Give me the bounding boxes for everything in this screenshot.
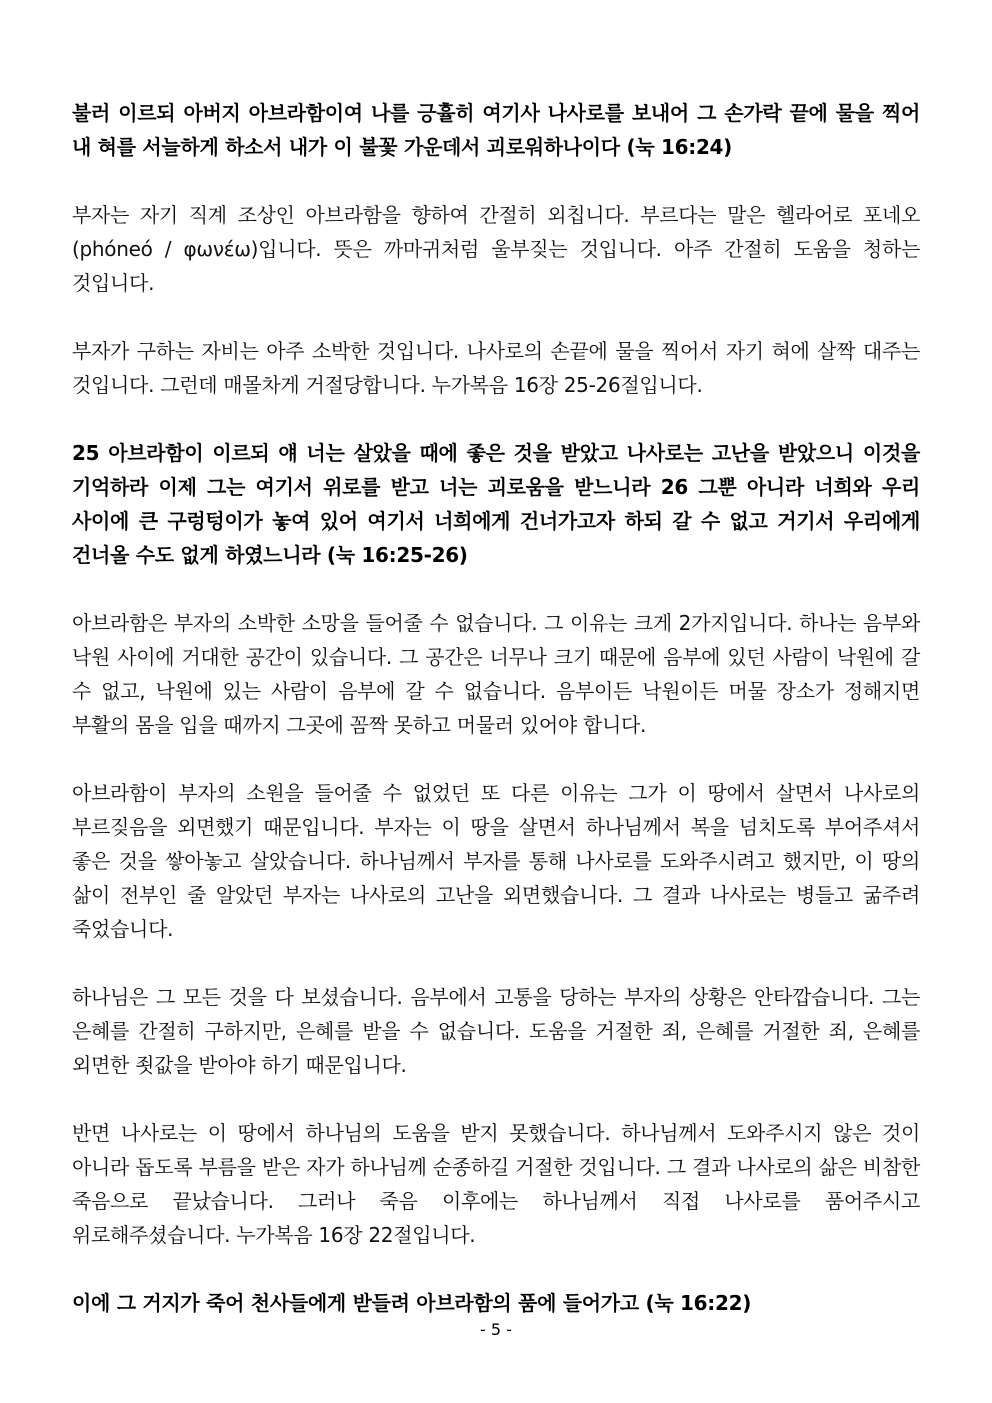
page-content xyxy=(72,96,920,1354)
scripture-quote-luke-16-25-26: 25 아브라함이 이르되 얘 너는 살았을 때에 좋은 것을 받았고 나사로는 고난을 받았으니 이것을 기억하라 이제 그는 여기서 위로를 받고 너는 괴로움을 받느니라 26 그뿐 아니라 너희와 우리 사이에 큰 구렁텅이가 놓여 있어 여기서 너희에게 건너가고자 하되 갈 수 없고 거기서 우리에게 건너올 수도 없게 하였느니라 (눅 16:25-26) xyxy=(72,441,920,567)
body-paragraph: 아브라함은 부자의 소박한 소망을 들어줄 수 없습니다. 그 이유는 크게 2가지입니다. 하나는 음부와 낙원 사이에 거대한 공간이 있습니다. 그 공간은 너무나 크기 때문에 음부에 있던 사람이 낙원에 갈 수 없고, 낙원에 있는 사람이 음부에 갈 수 없습니다. 음부이든 낙원이든 머물 장소가 정해지면 부활의 몸을 입을 때까지 그곳에 꼼짝 못하고 머물러 있어야 합니다. xyxy=(72,611,920,737)
scripture-quote-luke-16-22: 이에 그 거지가 죽어 천사들에게 받들려 아브라함의 품에 들어가고 (눅 16:22) xyxy=(72,1291,752,1315)
body-paragraph: 반면 나사로는 이 땅에서 하나님의 도움을 받지 못했습니다. 하나님께서 도와주시지 않은 것이 아니라 돕도록 부름을 받은 자가 하나님께 순종하길 거절한 것입니다. 그 결과 나사로의 삶은 비참한 죽음으로 끝났습니다. 그러나 죽음 이후에는 하나님께서 직접 나사로를 품어주시고 위로해주셨습니다. 누가복음 16장 22절입니다. xyxy=(72,1121,920,1247)
page-number: - 5 - xyxy=(480,1320,512,1339)
body-paragraph: 부자가 구하는 자비는 아주 소박한 것입니다. 나사로의 손끝에 물을 찍어서 자기 혀에 살짝 대주는 것입니다. 그런데 매몰차게 거절당합니다. 누가복음 16장 25-26절입니다. xyxy=(72,339,920,397)
body-paragraph: 하나님은 그 모든 것을 다 보셨습니다. 음부에서 고통을 당하는 부자의 상황은 안타깝습니다. 그는 은혜를 간절히 구하지만, 은혜를 받을 수 없습니다. 도움을 거절한 죄, 은혜를 거절한 죄, 은혜를 외면한 죗값을 받아야 하기 때문입니다. xyxy=(72,985,920,1077)
scripture-quote-luke-16-24: 불러 이르되 아버지 아브라함이여 나를 긍휼히 여기사 나사로를 보내어 그 손가락 끝에 물을 찍어 내 혀를 서늘하게 하소서 내가 이 불꽃 가운데서 괴로워하나이다 (눅 16:24) xyxy=(72,101,920,159)
body-paragraph: 아브라함이 부자의 소원을 들어줄 수 없었던 또 다른 이유는 그가 이 땅에서 살면서 나사로의 부르짖음을 외면했기 때문입니다. 부자는 이 땅을 살면서 하나님께서 복을 넘치도록 부어주셔서 좋은 것을 쌓아놓고 살았습니다. 하나님께서 부자를 통해 나사로를 도와주시려고 했지만, 이 땅의 삶이 전부인 줄 알았던 부자는 나사로의 고난을 외면했습니다. 그 결과 나사로는 병들고 굶주려 죽었습니다. xyxy=(72,781,920,941)
body-paragraph: 부자는 자기 직계 조상인 아브라함을 향하여 간절히 외칩니다. 부르다는 말은 헬라어로 포네오(phóneó / φωνέω)입니다. 뜻은 까마귀처럼 울부짖는 것입니다. 아주 간절히 도움을 청하는 것입니다. xyxy=(72,203,920,295)
